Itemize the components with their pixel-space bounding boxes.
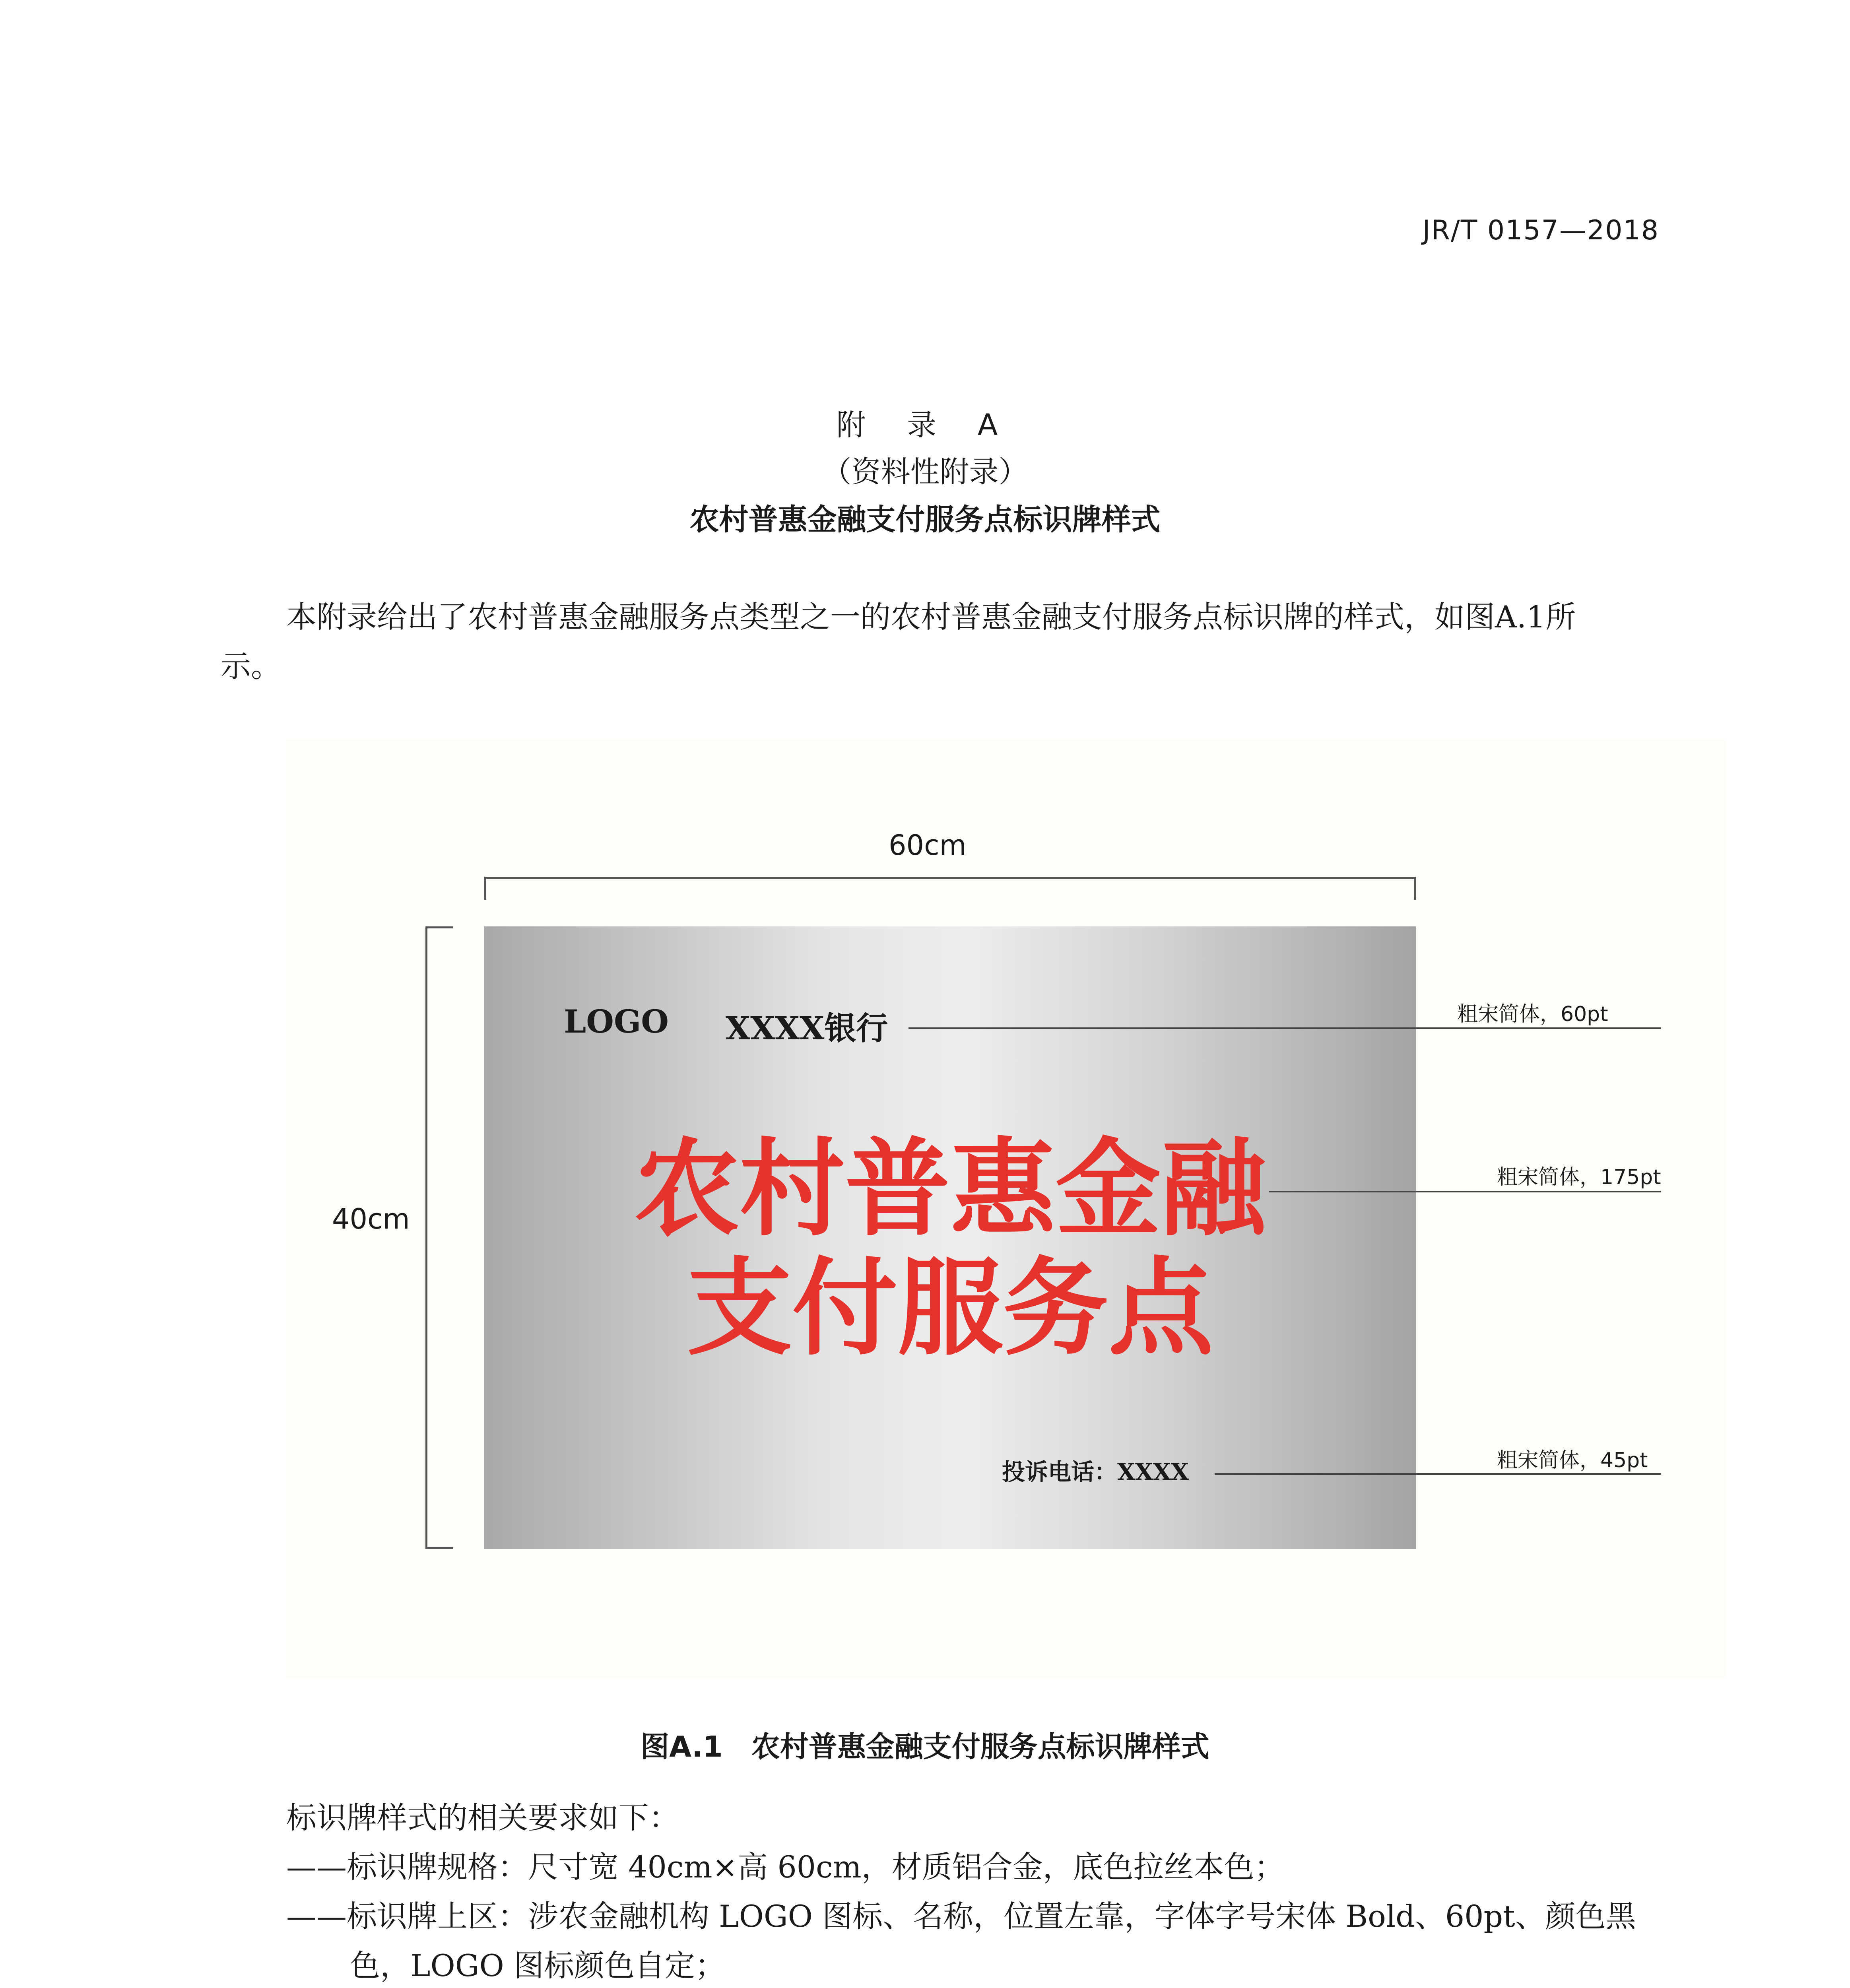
requirement-item-size: ——标识牌规格：尺寸宽 40cm×高 60cm，材质铝合金，底色拉丝本色；	[286, 1849, 1285, 1885]
callout-leader-line-bottom	[1215, 1473, 1661, 1475]
appendix-note: （资料性附录）	[822, 455, 1028, 489]
figure-caption: 图A.1 农村普惠金融支付服务点标识牌样式	[641, 1730, 1209, 1763]
callout-middle-font-spec: 粗宋简体，175pt	[1497, 1165, 1661, 1189]
intro-paragraph-line-2: 示。	[221, 648, 281, 684]
sign-main-title-line-2: 支付服务点	[687, 1246, 1214, 1370]
callout-bottom-font-spec: 粗宋简体，45pt	[1497, 1448, 1648, 1472]
standard-code: JR/T 0157—2018	[1422, 215, 1659, 246]
requirement-item-top-area-continued: 色，LOGO 图标颜色自定；	[350, 1948, 725, 1983]
height-dimension-bracket	[425, 926, 453, 1549]
sign-logo-text: LOGO	[564, 1003, 669, 1040]
intro-paragraph-line-1: 本附录给出了农村普惠金融服务点类型之一的农村普惠金融支付服务点标识牌的样式，如图A.1所	[286, 599, 1576, 635]
width-dimension-bracket	[484, 877, 1416, 900]
height-dimension-label: 40cm	[332, 1203, 410, 1235]
callout-leader-line-middle	[1269, 1191, 1661, 1192]
requirements-intro: 标识牌样式的相关要求如下：	[286, 1800, 679, 1835]
appendix-title: 农村普惠金融支付服务点标识牌样式	[689, 503, 1161, 537]
sign-main-title-line-1: 农村普惠金融	[634, 1127, 1266, 1250]
appendix-label: 附 录 A	[836, 408, 1014, 442]
sign-complaint-phone: 投诉电话：XXXX	[1002, 1458, 1189, 1485]
requirement-item-top-area: ——标识牌上区：涉农金融机构 LOGO 图标、名称，位置左靠，字体字号宋体 Bold、60pt、颜色黑	[286, 1899, 1636, 1934]
width-dimension-label: 60cm	[889, 829, 967, 862]
callout-top-font-spec: 粗宋简体，60pt	[1457, 1002, 1608, 1026]
sign-bank-name: XXXX银行	[726, 1010, 888, 1047]
callout-leader-line-top	[908, 1027, 1661, 1029]
